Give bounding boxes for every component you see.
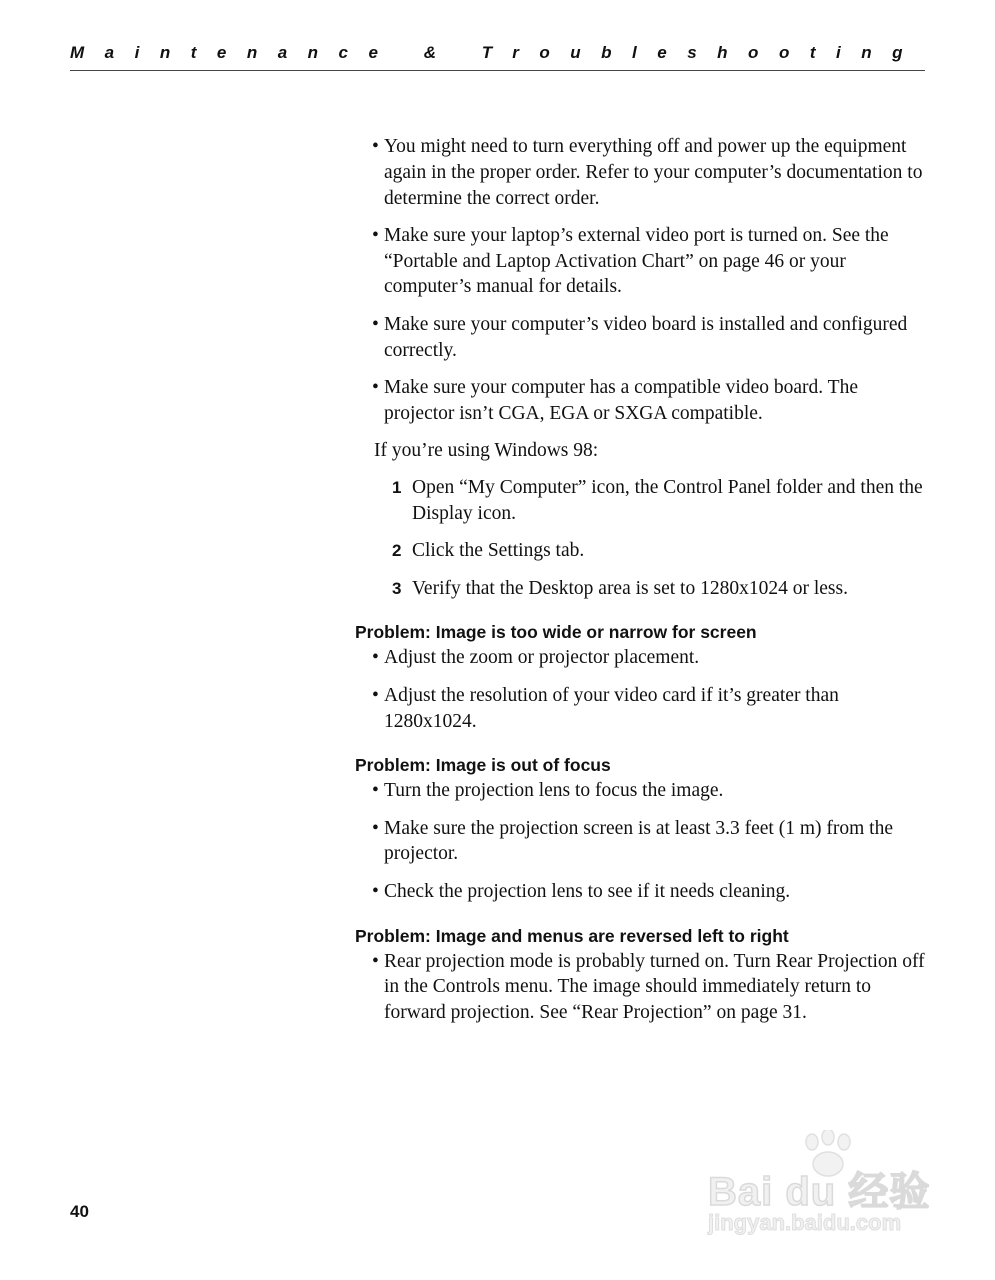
- page-content: [355, 134, 925, 1026]
- list-item: [355, 879, 925, 905]
- top-bullet-list: [355, 134, 925, 426]
- numbered-steps: [355, 475, 925, 601]
- bullet-mark: •: [372, 647, 379, 669]
- list-item: [355, 816, 925, 868]
- bullet-mark: •: [372, 136, 379, 157]
- problem-section-too-wide: [355, 620, 925, 734]
- step-number: 2: [392, 541, 402, 561]
- bullet-mark: •: [372, 880, 379, 902]
- step-number: 1: [392, 478, 402, 498]
- bullet-text: You might need to turn everything off and power up the equipment again in the proper order. Refer to your computer’s documentation to determine the correct order.: [384, 136, 923, 209]
- list-item: [355, 949, 925, 1026]
- watermark-url: jingyan.baidu.com: [708, 1210, 902, 1235]
- list-item: [355, 778, 925, 804]
- list-item: [355, 375, 925, 427]
- problem-heading: Problem: Image is out of focus: [355, 755, 611, 776]
- step-number: 3: [392, 578, 402, 598]
- bullet-text: Make sure your computer has a compatible video board. The projector isn’t CGA, EGA or SXGA compatible.: [384, 376, 858, 424]
- list-item: [355, 683, 925, 735]
- step-text: Open “My Computer” icon, the Control Panel folder and then the Display icon.: [412, 477, 923, 525]
- problem-heading: Problem: Image and menus are reversed left to right: [355, 925, 789, 946]
- bullet-text: Make sure your laptop’s external video port is turned on. See the “Portable and Laptop Activation Chart” on page 46 or your computer’s manual for details.: [384, 224, 889, 298]
- step-item: [355, 538, 925, 564]
- step-item: [355, 576, 925, 602]
- bullet-mark: •: [372, 224, 379, 246]
- windows-intro: If you’re using Windows 98:: [374, 439, 599, 461]
- bullet-mark: •: [372, 313, 379, 335]
- problem-section-reversed: [355, 924, 925, 1026]
- bullet-text: Turn the projection lens to focus the image.: [384, 780, 724, 802]
- baidu-watermark: [700, 1130, 940, 1250]
- bullet-text: Make sure the projection screen is at least 3.3 feet (1 m) from the projector.: [384, 817, 893, 865]
- step-item: [355, 475, 925, 527]
- bullet-text: Check the projection lens to see if it needs cleaning.: [384, 880, 791, 902]
- bullet-text: Rear projection mode is probably turned on. Turn Rear Projection off in the Controls menu. The image should immediately return to forward projection. See “Rear Projection” on page 31.: [384, 950, 925, 1024]
- bullet-mark: •: [372, 780, 379, 802]
- bullet-mark: •: [372, 950, 379, 972]
- problem-section-focus: [355, 753, 925, 904]
- bullet-text: Make sure your computer’s video board is installed and configured correctly.: [384, 313, 908, 361]
- list-item: [355, 645, 925, 671]
- watermark-logo-text: Bai du 经验: [708, 1170, 931, 1214]
- bullet-text: Adjust the resolution of your video card if it’s greater than 1280x1024.: [384, 684, 839, 732]
- list-item: [355, 312, 925, 364]
- running-header: [70, 40, 925, 71]
- problem-heading: Problem: Image is too wide or narrow for screen: [355, 622, 757, 643]
- bullet-mark: •: [372, 376, 379, 398]
- page-number: 40: [70, 1202, 89, 1221]
- header-title: Maintenance & Troubleshooting: [70, 43, 923, 62]
- bullet-mark: •: [372, 684, 379, 706]
- bullet-mark: •: [372, 817, 379, 839]
- step-text: Click the Settings tab.: [412, 540, 585, 562]
- list-item: [355, 134, 925, 211]
- bullet-text: Adjust the zoom or projector placement.: [384, 647, 700, 669]
- step-text: Verify that the Desktop area is set to 1280x1024 or less.: [412, 577, 848, 599]
- list-item: [355, 223, 925, 300]
